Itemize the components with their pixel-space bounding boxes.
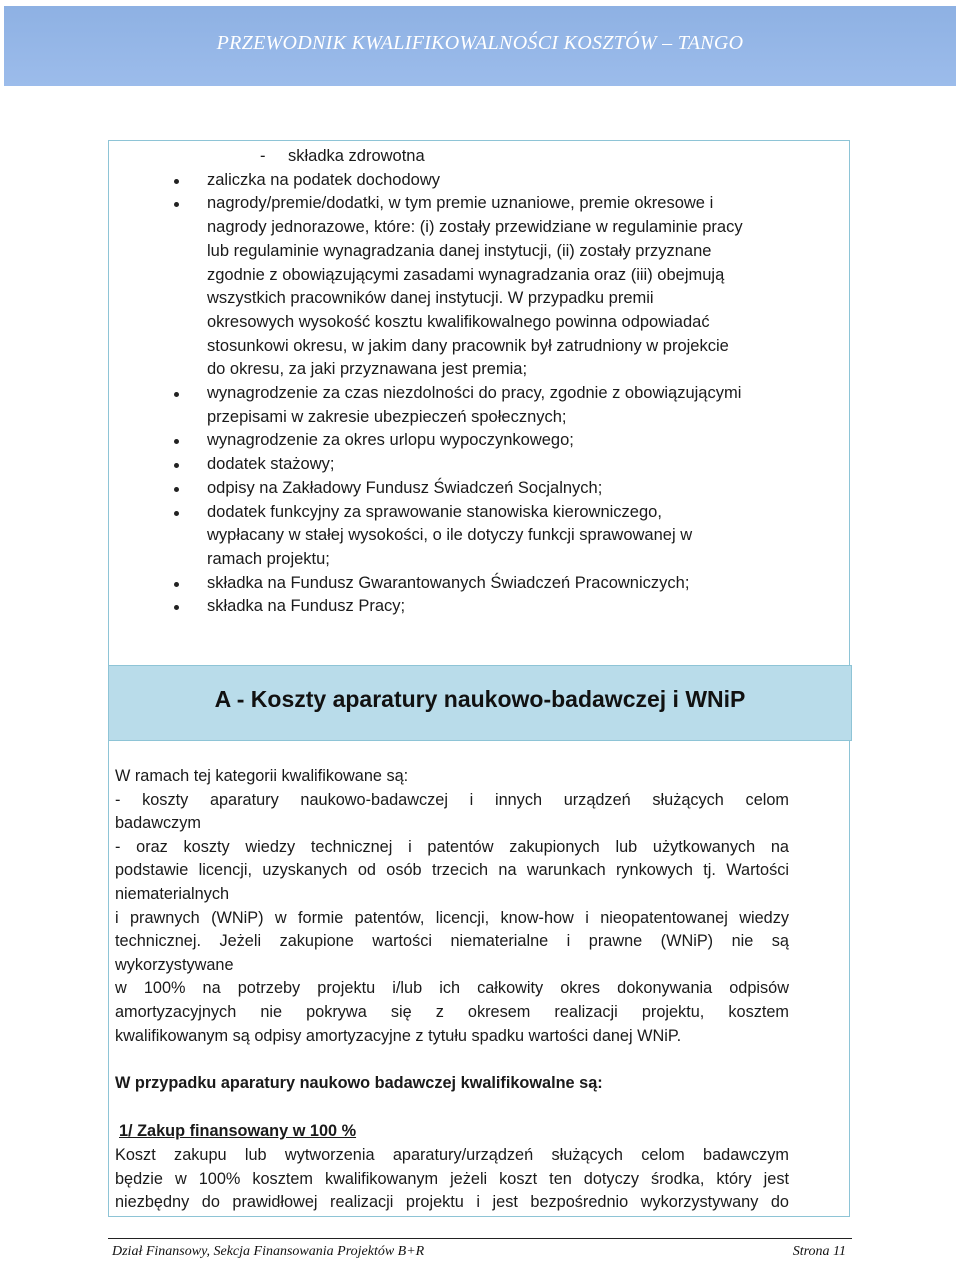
list-item-line [120, 595, 800, 619]
list-item-text: stosunkowi okresu, w jakim dany pracownik był zatrudniony w projekcie [207, 336, 729, 355]
list-item-line [120, 453, 800, 477]
list-item-line [120, 406, 800, 430]
paragraph-line: niematerialnych [115, 884, 230, 903]
list-item-text: składka na Fundusz Pracy; [207, 597, 406, 616]
bullet-icon [174, 582, 179, 587]
list-item-line [120, 382, 800, 406]
list-item-text: dodatek stażowy; [207, 455, 335, 474]
paragraph-line: Koszt zakupu lub wytworzenia aparatury/urządzeń służących celom badawczym [115, 1146, 789, 1164]
list-item-line [120, 358, 800, 382]
list-item-line [120, 264, 800, 288]
list-item-text: dodatek funkcyjny za sprawowanie stanowiska kierowniczego, [207, 502, 662, 521]
list-item-line [120, 572, 800, 596]
bullet-icon [174, 202, 179, 207]
equipment-heading: W przypadku aparatury naukowo badawczej kwalifikowalne są: [115, 1074, 603, 1092]
header-band [4, 6, 956, 86]
list-item-text: nagrody jednorazowe, które: (i) zostały przewidziane w regulaminie pracy [207, 218, 743, 237]
document-title: PRZEWODNIK KWALIFIKOWALNOŚCI KOSZTÓW – TANGO [216, 32, 744, 54]
list-item-line [120, 287, 800, 311]
paragraph-line: kwalifikowanym są odpisy amortyzacyjne z tytułu spadku wartości danej WNiP. [115, 1026, 682, 1045]
bullet-icon [174, 511, 179, 516]
paragraph-line: W ramach tej kategorii kwalifikowane są: [115, 767, 409, 785]
list-item-line [120, 169, 800, 193]
list-item-text: do okresu, za jaki przyznawana jest premia; [207, 360, 528, 379]
financing-subheading: 1/ Zakup finansowany w 100 % [119, 1122, 357, 1140]
list-item-text: wszystkich pracowników danej instytucji. W przypadku premii [207, 289, 654, 308]
list-item-line [120, 335, 800, 359]
list-item-text: wynagrodzenie za okres urlopu wypoczynkowego; [207, 431, 574, 450]
list-item-text: ramach projektu; [207, 549, 330, 568]
bullet-icon [174, 487, 179, 492]
paragraph-line: wykorzystywane [115, 955, 234, 974]
list-item-line [120, 501, 800, 525]
paragraph-line: - oraz koszty wiedzy technicznej i patentów zakupionych lub użytkowanych na [115, 837, 789, 856]
list-item-line [120, 216, 800, 240]
cost-list [120, 145, 800, 619]
section-band [108, 665, 852, 741]
paragraph-line: badawczym [115, 814, 201, 833]
list-item-text: nagrody/premie/dodatki, w tym premie uznaniowe, premie okresowe i [207, 194, 714, 213]
paragraph-line: technicznej. Jeżeli zakupione wartości niematerialne i prawne (WNiP) nie są [115, 932, 789, 951]
bullet-icon [174, 392, 179, 397]
paragraph-line: będzie w 100% kosztem kwalifikowanym jeżeli koszt ten dotyczy środka, który jest [115, 1169, 789, 1188]
paragraph-line: podstawie licencji, uzyskanych od osób trzecich na warunkach rynkowych tj. Wartości [115, 861, 789, 880]
bullet-list [120, 169, 800, 619]
footer-department: Dział Finansowy, Sekcja Finansowania Projektów B+R [112, 1244, 425, 1259]
list-item-text: odpisy na Zakładowy Fundusz Świadczeń Socjalnych; [207, 478, 603, 497]
paragraph-line: i prawnych (WNiP) w formie patentów, licencji, know-how i nieopatentowanej wiedzy [115, 908, 789, 927]
list-item-text: zgodnie z obowiązującymi zasadami wynagradzania oraz (iii) obejmują [207, 265, 725, 284]
list-item-text: zaliczka na podatek dochodowy [207, 170, 440, 189]
footer-divider [108, 1238, 852, 1239]
bullet-icon [174, 439, 179, 444]
intro-paragraph [115, 765, 789, 1048]
bullet-icon [174, 605, 179, 610]
dash-item [120, 145, 800, 169]
bullet-icon [174, 463, 179, 468]
list-item-text: lub regulaminie wynagradzania danej instytucji, (ii) zostały przyznane [207, 241, 712, 260]
bullet-icon [174, 179, 179, 184]
list-item-line [120, 192, 800, 216]
paragraph-line: niezbędny do prawidłowej realizacji projektu i jest bezpośrednio wykorzystywany do [115, 1193, 789, 1212]
paragraph-line: amortyzacyjnych nie pokrywa się z okresem realizacji projektu, kosztem [115, 1002, 789, 1021]
page-number: Strona 11 [792, 1244, 846, 1259]
list-item-line [120, 240, 800, 264]
list-item-text: okresowych wysokość kosztu kwalifikowalnego powinna odpowiadać [207, 312, 710, 331]
paragraph-line: w 100% na potrzeby projektu i/lub ich całkowity okres dokonywania odpisów [115, 979, 789, 998]
dash-item-text: składka zdrowotna [288, 147, 425, 165]
list-item-text: wynagrodzenie za czas niezdolności do pracy, zgodnie z obowiązującymi [207, 384, 742, 403]
list-item-line [120, 548, 800, 572]
paragraph-line: - koszty aparatury naukowo-badawczej i innych urządzeń służących celom [115, 790, 789, 809]
list-item-text: wypłacany w stałej wysokości, o ile dotyczy funkcji sprawowanej w [207, 526, 693, 545]
list-item-line [120, 524, 800, 548]
list-item-line [120, 311, 800, 335]
list-item-text: składka na Fundusz Gwarantowanych Świadczeń Pracowniczych; [207, 573, 690, 592]
list-item-line [120, 477, 800, 501]
dash-marker: - [260, 147, 266, 165]
financing-paragraph [115, 1144, 789, 1215]
section-title: A - Koszty aparatury naukowo-badawczej i WNiP [214, 686, 746, 712]
list-item-text: przepisami w zakresie ubezpieczeń społecznych; [207, 407, 567, 426]
list-item-line [120, 429, 800, 453]
